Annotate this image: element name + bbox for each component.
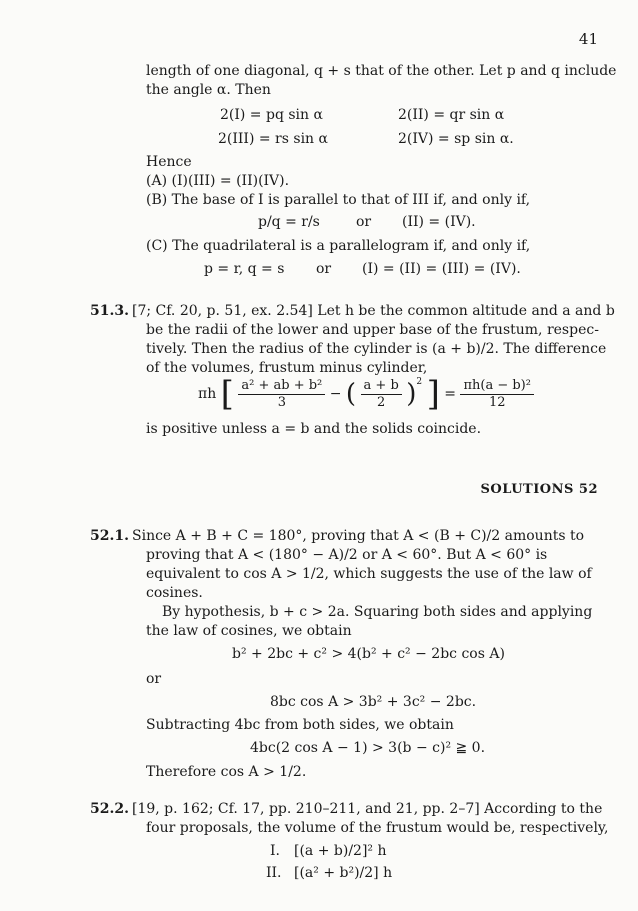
paren-open: ( [345, 379, 357, 409]
text-line: By hypothesis, b + c > 2a. Squaring both sides and applying [162, 604, 593, 620]
equation: 4bc(2 cos A − 1) > 3(b − c)² ≧ 0. [250, 740, 486, 756]
list-label: I. [270, 843, 280, 859]
minus-sign: − [329, 386, 342, 402]
text-line: is positive unless a = b and the solids coincide. [146, 421, 482, 437]
solution-number: 52.2. [90, 801, 129, 817]
equation: 2(III) = rs sin α [218, 131, 328, 147]
text-line: four proposals, the volume of the frustum would be, respectively, [146, 820, 609, 836]
text-line: Since A + B + C = 180°, proving that A < (B + C)/2 amounts to [132, 528, 585, 544]
numerator: a² + ab + b² [238, 378, 325, 395]
text-line: Hence [146, 154, 192, 170]
equation-connector: or [356, 214, 372, 230]
equals-sign: = [444, 386, 457, 402]
equation: [(a + b)/2]² h [294, 843, 387, 859]
formula-lead: πh [198, 386, 217, 402]
numerator: πh(a − b)² [460, 378, 534, 395]
denominator: 3 [277, 394, 286, 410]
text-line: length of one diagonal, q + s that of the other. Let p and q include [146, 63, 617, 79]
item-a: (A) (I)(III) = (II)(IV). [146, 173, 290, 189]
equation: 2(IV) = sp sin α. [398, 131, 514, 147]
exponent: 2 [416, 377, 423, 387]
equation: (II) = (IV). [402, 214, 476, 230]
fraction [238, 378, 325, 411]
text-line: the law of cosines, we obtain [146, 623, 352, 639]
text-line: [19, p. 162; Cf. 17, pp. 210–211, and 21, pp. 2–7] According to the [132, 801, 603, 817]
item-b: (B) The base of I is parallel to that of III if, and only if, [146, 192, 531, 208]
solution-number: 51.3. [90, 303, 129, 319]
fraction [361, 378, 402, 411]
equation: p/q = r/s [258, 214, 320, 230]
text-line: equivalent to cos A > 1/2, which suggests the use of the law of [146, 566, 592, 582]
text-line: or [146, 671, 162, 687]
denominator: 12 [488, 394, 506, 410]
text-line: cosines. [146, 585, 203, 601]
text-line: proving that A < (180° − A)/2 or A < 60°. But A < 60° is [146, 547, 548, 563]
denominator: 2 [377, 394, 386, 410]
bracket-close: ] [426, 374, 440, 414]
equation: b² + 2bc + c² > 4(b² + c² − 2bc cos A) [232, 646, 505, 662]
page-number: 41 [578, 30, 598, 48]
text-line: Therefore cos A > 1/2. [146, 764, 307, 780]
frustum-formula [198, 374, 534, 414]
list-label: II. [266, 865, 282, 881]
text-line: of the volumes, frustum minus cylinder, [146, 360, 428, 376]
equation: 8bc cos A > 3b² + 3c² − 2bc. [270, 694, 477, 710]
numerator: a + b [361, 378, 402, 395]
text-line: tively. Then the radius of the cylinder is (a + b)/2. The difference [146, 341, 607, 357]
item-c: (C) The quadrilateral is a parallelogram if, and only if, [146, 238, 531, 254]
equation: 2(II) = qr sin α [398, 107, 505, 123]
text-line: Subtracting 4bc from both sides, we obtain [146, 717, 454, 733]
equation: p = r, q = s [204, 261, 285, 277]
section-heading: SOLUTIONS 52 [480, 482, 598, 497]
equation: 2(I) = pq sin α [220, 107, 323, 123]
text-line: [7; Cf. 20, p. 51, ex. 2.54] Let h be the common altitude and a and b [132, 303, 615, 319]
equation: (I) = (II) = (III) = (IV). [362, 261, 521, 277]
text-line: the angle α. Then [146, 82, 271, 98]
bracket-open: [ [220, 374, 234, 414]
solution-number: 52.1. [90, 528, 129, 544]
equation-connector: or [316, 261, 332, 277]
fraction [460, 378, 534, 411]
equation: [(a² + b²)/2] h [294, 865, 393, 881]
text-line: be the radii of the lower and upper base of the frustum, respec- [146, 322, 599, 338]
paren-close: ) [406, 379, 417, 409]
